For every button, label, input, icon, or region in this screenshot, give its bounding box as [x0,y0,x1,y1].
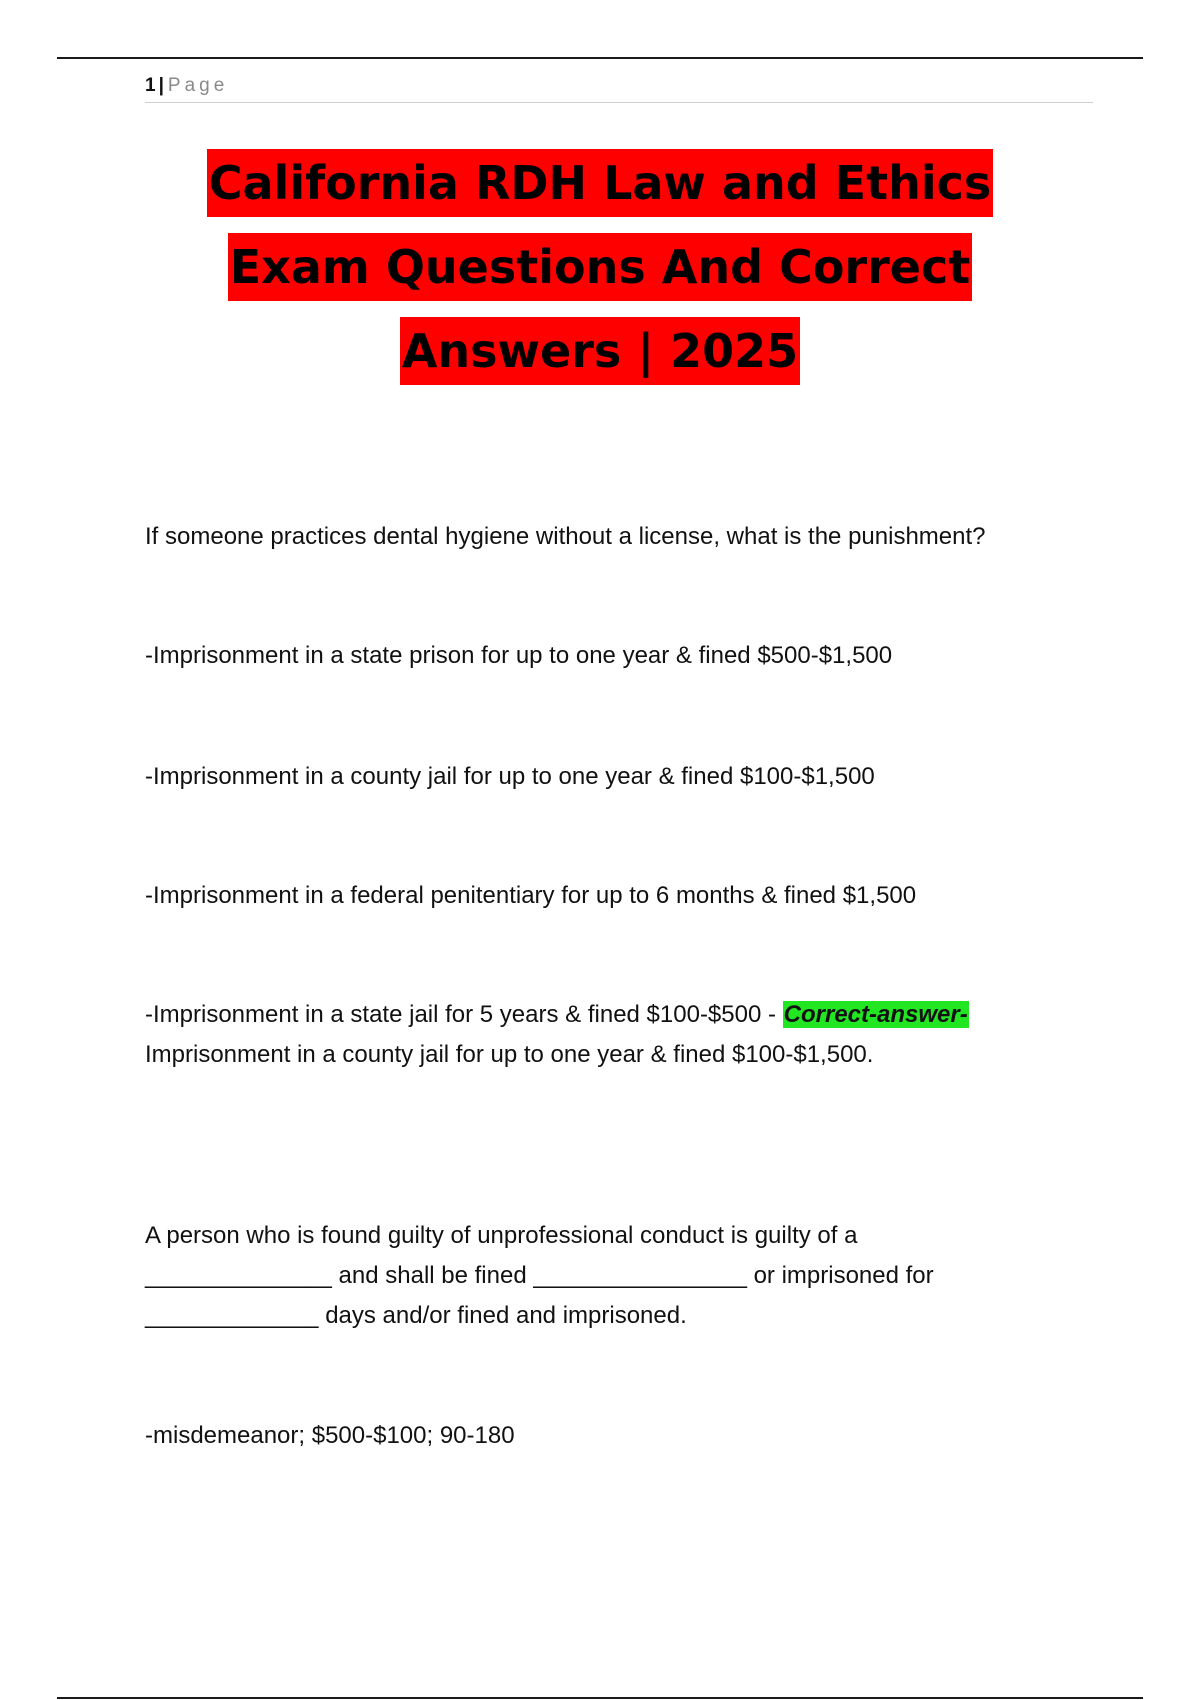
header-separator: | [158,75,164,96]
title-line-1: California RDH Law and Ethics [207,149,994,217]
title-line-3: Answers | 2025 [400,317,800,385]
question-2-line-3: _____________ days and/or fined and imprisoned. [145,1302,687,1329]
page-label: Page [167,75,229,96]
bottom-rule [57,1697,1143,1699]
question-2-answer: -misdemeanor; $500-$100; 90-180 [145,1422,515,1449]
question-1-answer: Imprisonment in a county jail for up to one year & fined $100-$1,500. [145,1041,874,1068]
question-1-option-4-with-answer [145,995,1085,1075]
correct-answer-tag: Correct-answer- [783,1001,968,1028]
question-2-line-2: ______________ and shall be fined ________________ or imprisoned for [145,1262,934,1289]
page-header [145,74,1093,103]
question-2 [145,1216,1085,1336]
title-line-2: Exam Questions And Correct [228,233,973,301]
question-1-option-3: -Imprisonment in a federal penitentiary for up to 6 months & fined $1,500 [145,882,917,909]
page-number: 1 [145,75,156,96]
question-1-option-1: -Imprisonment in a state prison for up to one year & fined $500-$1,500 [145,642,893,669]
top-rule [57,57,1143,59]
question-1-option-4: -Imprisonment in a state jail for 5 years & fined $100-$500 - [145,1001,783,1028]
question-1: If someone practices dental hygiene without a license, what is the punishment? [145,523,986,550]
document-title [100,144,1100,396]
question-1-option-2: -Imprisonment in a county jail for up to one year & fined $100-$1,500 [145,763,875,790]
question-2-line-1: A person who is found guilty of unprofessional conduct is guilty of a [145,1222,858,1249]
